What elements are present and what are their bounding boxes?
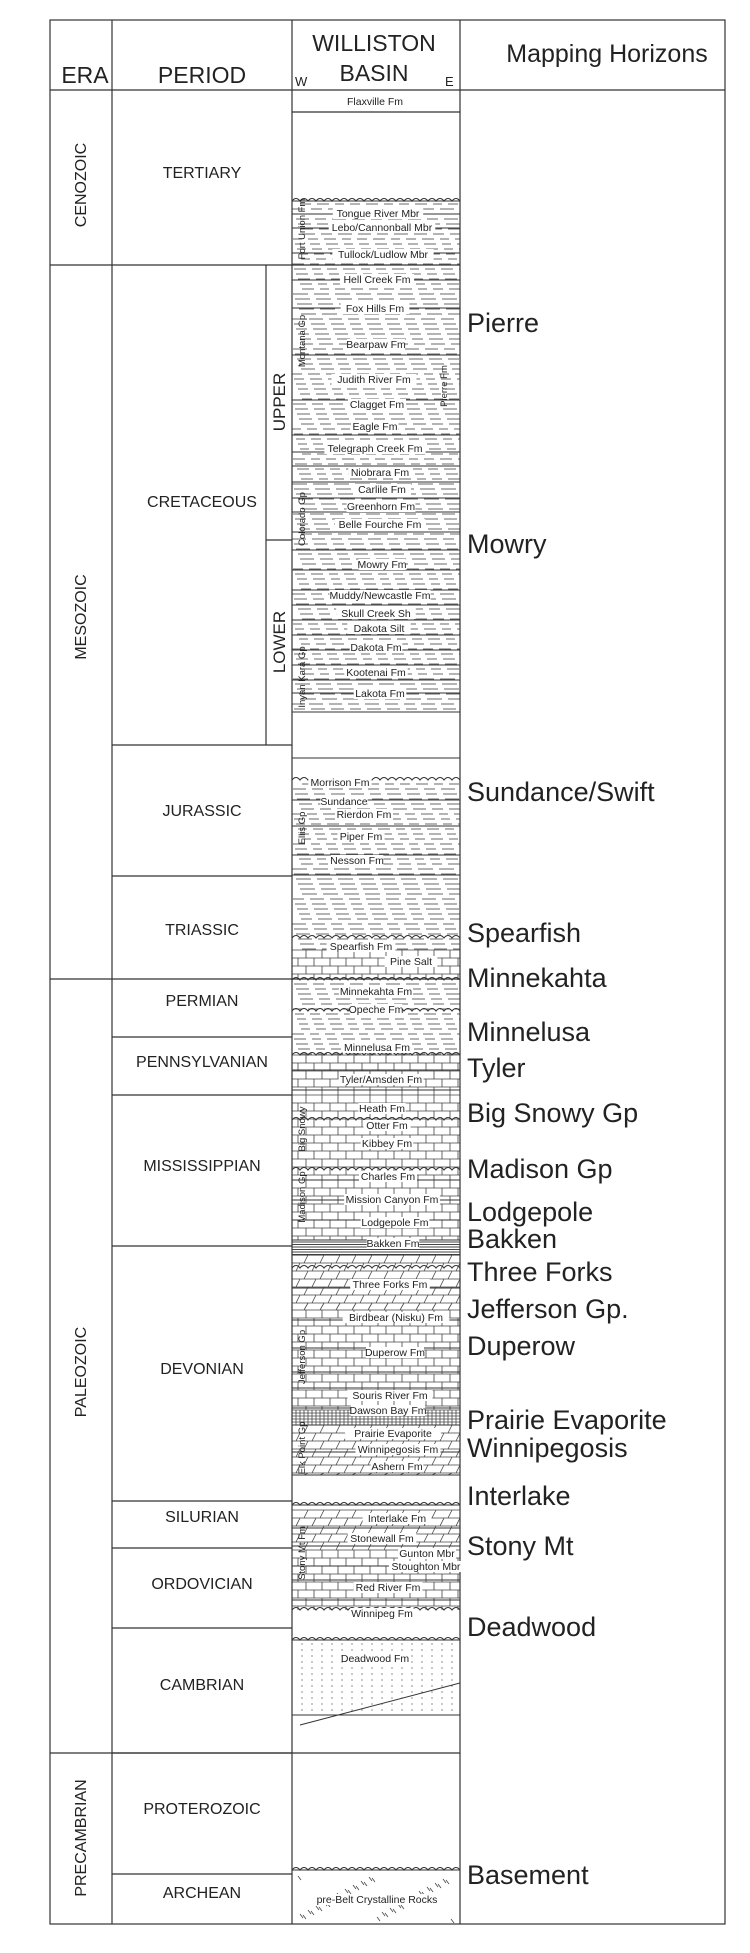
formation-ashern-fm: Ashern Fm [371, 1461, 423, 1473]
formation-bakken-fm: Bakken Fm [366, 1238, 420, 1250]
horizon-pierre: Pierre [467, 308, 540, 338]
west-label: W [295, 74, 308, 89]
period-proterozoic: PROTEROZOIC [143, 1801, 261, 1818]
horizon-tyler: Tyler [467, 1053, 526, 1083]
horizon-bakken: Bakken [467, 1224, 558, 1254]
formation-red-river-fm: Red River Fm [355, 1582, 421, 1594]
group-pierre-fm: Pierre Fm [439, 365, 450, 407]
formation-mowry-fm: Mowry Fm [357, 559, 407, 571]
formation-interlake-fm: Interlake Fm [367, 1513, 427, 1525]
period-permian: PERMIAN [165, 993, 239, 1010]
group-jefferson-gp: Jefferson Gp [297, 1329, 308, 1385]
group-montana-gp: Montana Gp [297, 314, 308, 368]
formation-greenhorn-fm: Greenhorn Fm [346, 501, 416, 513]
horizon-mowry: Mowry [467, 529, 547, 559]
formation-prairie-evaporite: Prairie Evaporite [354, 1428, 432, 1440]
period-silurian: SILURIAN [165, 1509, 239, 1526]
formation-piper-fm: Piper Fm [339, 831, 383, 843]
horizon-stony-mt: Stony Mt [467, 1531, 574, 1561]
formation-tullock-ludlow-mbr: Tullock/Ludlow Mbr [337, 249, 429, 261]
horizon-minnekahta: Minnekahta [467, 963, 607, 993]
group-elk-point-gp: Elk Point Gp [297, 1421, 308, 1475]
period-cretaceous: CRETACEOUS [147, 494, 257, 511]
horizon-big-snowy-gp: Big Snowy Gp [467, 1098, 639, 1128]
era-cenozoic: CENOZOIC [73, 142, 90, 228]
formation-clagget-fm: Clagget Fm [349, 399, 405, 411]
formation-morrison-fm: Morrison Fm [310, 777, 370, 789]
litho-band [292, 1180, 460, 1240]
group-stony-mt-fm: Stony Mt Fm [297, 1526, 308, 1580]
formation-judith-river-fm: Judith River Fm [337, 374, 411, 386]
formation-sundance: Sundance [320, 796, 368, 808]
group-colorado-gp: Colorado Gp [297, 492, 308, 546]
formation-carlile-fm: Carlile Fm [358, 484, 406, 496]
formation-skull-creek-sh: Skull Creek Sh [341, 608, 411, 620]
mapping-horizon-labels [467, 308, 667, 1890]
formation-muddy-newcastle-fm: Muddy/Newcastle Fm [329, 590, 431, 602]
period-mississippian: MISSISSIPPIAN [143, 1158, 261, 1175]
basin-header-line2: BASIN [339, 60, 409, 86]
formation-dawson-bay-fm: Dawson Bay Fm [349, 1405, 427, 1417]
formation-minnekahta-fm: Minnekahta Fm [339, 986, 413, 998]
formation-flaxville-fm: Flaxville Fm [346, 96, 404, 108]
formation-tongue-river-mbr: Tongue River Mbr [336, 208, 420, 220]
formation-kibbey-fm: Kibbey Fm [361, 1138, 413, 1150]
period-tertiary: TERTIARY [162, 165, 242, 182]
period-header: PERIOD [157, 62, 247, 88]
formation-dakota-silt: Dakota Silt [353, 623, 405, 635]
formation-bearpaw-fm: Bearpaw Fm [346, 339, 406, 351]
formation-winnipeg-fm: Winnipeg Fm [351, 1608, 413, 1620]
formation-duperow-fm: Duperow Fm [364, 1347, 426, 1359]
horizon-deadwood: Deadwood [467, 1612, 597, 1642]
period-triassic: TRIASSIC [165, 922, 239, 939]
period-devonian: DEVONIAN [160, 1361, 244, 1378]
formation-pine-salt: Pine Salt [389, 956, 433, 968]
formation-rierdon-fm: Rierdon Fm [336, 809, 392, 821]
formation-stoughton-mbr: Stoughton Mbr [391, 1561, 461, 1573]
formation-niobrara-fm: Niobrara Fm [350, 467, 410, 479]
horizon-madison-gp: Madison Gp [467, 1154, 613, 1184]
period-ordovician: ORDOVICIAN [151, 1576, 253, 1593]
basin-header-line1: WILLISTON [312, 30, 436, 56]
east-label: E [445, 74, 454, 89]
formation-pre-belt-crystalline-rocks: pre-Belt Crystalline Rocks [316, 1894, 438, 1906]
era-paleozoic: PALEOZOIC [73, 1326, 90, 1418]
horizon-prairie-evaporite: Prairie Evaporite [467, 1405, 667, 1435]
group-inyan-kara-gp: Inyan Kara Gp [297, 646, 308, 708]
period-labels [136, 165, 268, 1902]
formation-birdbear-nisku-fm: Birdbear (Nisku) Fm [349, 1312, 443, 1324]
era-precambrian: PRECAMBRIAN [73, 1779, 90, 1897]
formation-otter-fm: Otter Fm [366, 1120, 408, 1132]
horizon-sundance-swift: Sundance/Swift [467, 777, 655, 807]
horizon-basement: Basement [467, 1860, 589, 1890]
period-cambrian: CAMBRIAN [159, 1677, 245, 1694]
horizon-three-forks: Three Forks [467, 1257, 613, 1287]
formation-kootenai-fm: Kootenai Fm [346, 667, 406, 679]
epoch-upper: UPPER [270, 372, 289, 432]
group-fort-union-fm: Fort Union Fm [297, 198, 308, 260]
horizon-minnelusa: Minnelusa [467, 1017, 591, 1047]
table-header [61, 30, 707, 89]
formation-fox-hills-fm: Fox Hills Fm [345, 303, 405, 315]
formation-lodgepole-fm: Lodgepole Fm [361, 1217, 429, 1229]
period-jurassic: JURASSIC [162, 803, 242, 820]
era-labels [73, 143, 90, 1897]
period-archean: ARCHEAN [162, 1885, 242, 1902]
formation-lebo-cannonball-mbr: Lebo/Cannonball Mbr [331, 222, 433, 234]
mapping-horizons-header: Mapping Horizons [506, 40, 708, 68]
formation-winnipegosis-fm: Winnipegosis Fm [357, 1444, 439, 1456]
epoch-labels [270, 373, 289, 673]
formation-hell-creek-fm: Hell Creek Fm [343, 274, 411, 286]
horizon-spearfish: Spearfish [467, 918, 582, 948]
horizon-winnipegosis: Winnipegosis [467, 1433, 628, 1463]
formation-lakota-fm: Lakota Fm [355, 688, 405, 700]
formation-gunton-mbr: Gunton Mbr [399, 1548, 455, 1560]
formation-eagle-fm: Eagle Fm [352, 421, 398, 433]
formation-three-forks-fm: Three Forks Fm [352, 1279, 428, 1291]
formation-opeche-fm: Opeche Fm [348, 1004, 404, 1016]
formation-telegraph-creek-fm: Telegraph Creek Fm [327, 443, 423, 455]
era-mesozoic: MESOZOIC [73, 574, 90, 660]
horizon-jefferson-gp: Jefferson Gp. [467, 1294, 629, 1324]
formation-mission-canyon-fm: Mission Canyon Fm [345, 1194, 439, 1206]
epoch-lower: LOWER [270, 610, 289, 674]
horizon-duperow: Duperow [467, 1331, 576, 1361]
formation-dakota-fm: Dakota Fm [350, 642, 402, 654]
formation-stonewall-fm: Stonewall Fm [350, 1533, 414, 1545]
formation-deadwood-fm: Deadwood Fm [340, 1653, 410, 1665]
formation-heath-fm: Heath Fm [358, 1103, 406, 1115]
era-header: ERA [61, 62, 109, 88]
formation-tyler-amsden-fm: Tyler/Amsden Fm [339, 1074, 423, 1086]
formation-nesson-fm: Nesson Fm [330, 855, 384, 867]
formation-belle-fourche-fm: Belle Fourche Fm [338, 519, 422, 531]
group-ellis-gp: Ellis Gp [297, 811, 308, 845]
formation-minnelusa-fm: Minnelusa Fm [344, 1042, 410, 1054]
period-pennsylvanian: PENNSYLVANIAN [136, 1054, 268, 1071]
group-big-snowy: Big Snowy [297, 1106, 308, 1152]
formation-souris-river-fm: Souris River Fm [352, 1390, 428, 1402]
group-madison-gp: Madison Gp [297, 1171, 308, 1223]
horizon-interlake: Interlake [467, 1481, 571, 1511]
horizon-lodgepole: Lodgepole [467, 1197, 594, 1227]
formation-charles-fm: Charles Fm [360, 1171, 416, 1183]
formation-spearfish-fm: Spearfish Fm [329, 941, 393, 953]
